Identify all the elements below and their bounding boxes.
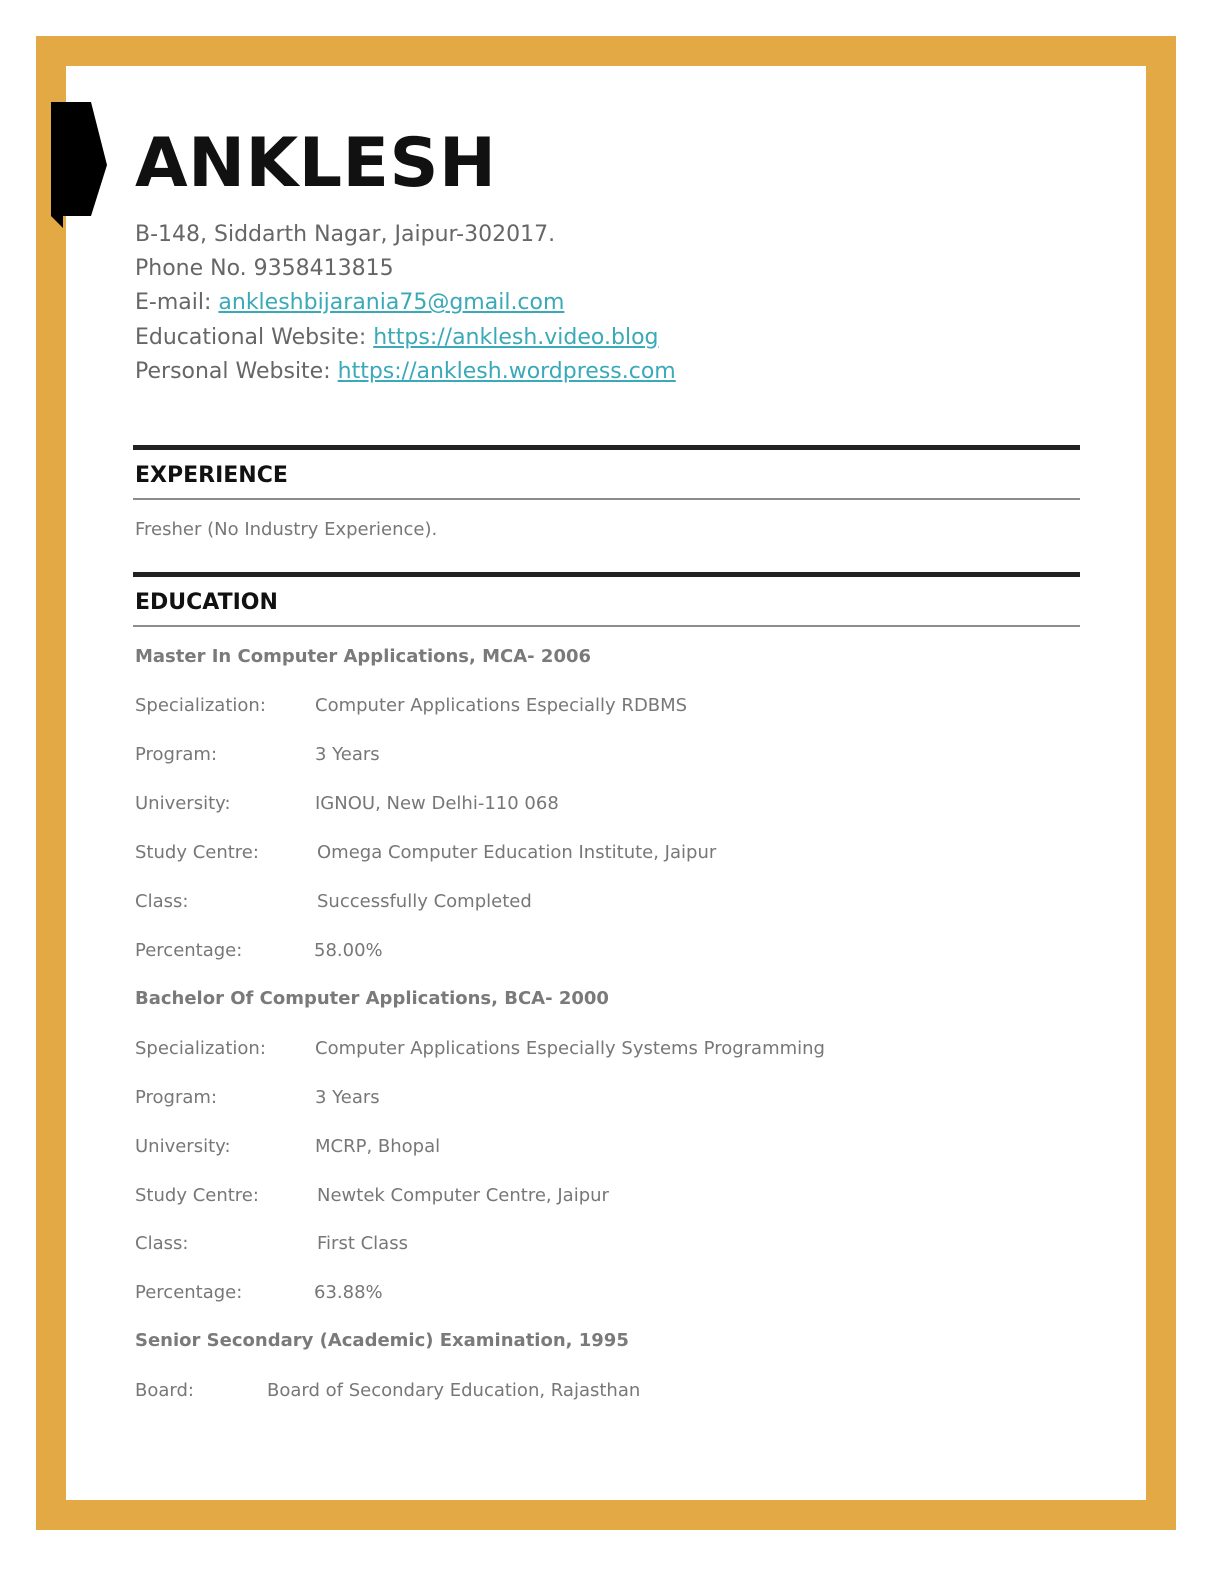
mca-class-value: Successfully Completed bbox=[317, 891, 532, 912]
mca-specialization-value: Computer Applications Especially RDBMS bbox=[315, 695, 688, 716]
mca-percentage-label: Percentage: bbox=[135, 940, 243, 961]
mca-university-value: IGNOU, New Delhi-110 068 bbox=[315, 793, 559, 814]
bca-program-value: 3 Years bbox=[315, 1087, 380, 1108]
bca-class-label: Class: bbox=[135, 1233, 189, 1254]
edu-website-link[interactable]: https://anklesh.video.blog bbox=[373, 325, 659, 350]
ssc-board-label: Board: bbox=[135, 1380, 194, 1401]
bca-study-centre-value: Newtek Computer Centre, Jaipur bbox=[317, 1185, 609, 1206]
bca-specialization-label: Specialization: bbox=[135, 1038, 266, 1059]
mca-study-centre-value: Omega Computer Education Institute, Jaipur bbox=[317, 842, 717, 863]
experience-text: Fresher (No Industry Experience). bbox=[135, 519, 438, 540]
email-link[interactable]: ankleshbijarania75@gmail.com bbox=[218, 290, 565, 315]
bca-program-label: Program: bbox=[135, 1087, 218, 1108]
personal-website-link[interactable]: https://anklesh.wordpress.com bbox=[337, 359, 676, 384]
personal-website-line bbox=[135, 357, 676, 387]
mca-study-centre-label: Study Centre: bbox=[135, 842, 259, 863]
degree-title-senior-secondary: Senior Secondary (Academic) Examination, 1995 bbox=[135, 1330, 629, 1351]
address-line: B-148, Siddarth Nagar, Jaipur-302017. bbox=[135, 222, 556, 247]
degree-title-bca: Bachelor Of Computer Applications, BCA- 2000 bbox=[135, 988, 609, 1009]
bca-specialization-value: Computer Applications Especially Systems Programming bbox=[315, 1038, 825, 1059]
education-bottom-rule bbox=[133, 625, 1080, 627]
candidate-name: ANKLESH bbox=[135, 124, 497, 203]
bca-percentage-value: 63.88% bbox=[314, 1282, 383, 1303]
education-heading: EDUCATION bbox=[135, 590, 278, 615]
header-tab-marker bbox=[51, 102, 107, 228]
degree-title-mca: Master In Computer Applications, MCA- 2006 bbox=[135, 646, 592, 667]
personal-website-label: Personal Website: bbox=[135, 359, 338, 384]
mca-class-label: Class: bbox=[135, 891, 189, 912]
ssc-board-value: Board of Secondary Education, Rajasthan bbox=[267, 1380, 641, 1401]
email-label: E-mail: bbox=[135, 290, 219, 315]
experience-top-rule bbox=[133, 445, 1080, 450]
bca-university-value: MCRP, Bhopal bbox=[315, 1136, 441, 1157]
bca-study-centre-label: Study Centre: bbox=[135, 1185, 259, 1206]
phone-line: Phone No. 9358413815 bbox=[135, 256, 394, 281]
mca-program-value: 3 Years bbox=[315, 744, 380, 765]
mca-program-label: Program: bbox=[135, 744, 218, 765]
bca-university-label: University: bbox=[135, 1136, 231, 1157]
bca-percentage-label: Percentage: bbox=[135, 1282, 243, 1303]
education-top-rule bbox=[133, 572, 1080, 577]
edu-website-line bbox=[135, 323, 659, 353]
email-line bbox=[135, 288, 564, 318]
experience-heading: EXPERIENCE bbox=[135, 463, 288, 488]
edu-website-label: Educational Website: bbox=[135, 325, 374, 350]
bca-class-value: First Class bbox=[317, 1233, 408, 1254]
mca-specialization-label: Specialization: bbox=[135, 695, 266, 716]
experience-bottom-rule bbox=[133, 498, 1080, 500]
mca-percentage-value: 58.00% bbox=[314, 940, 383, 961]
mca-university-label: University: bbox=[135, 793, 231, 814]
